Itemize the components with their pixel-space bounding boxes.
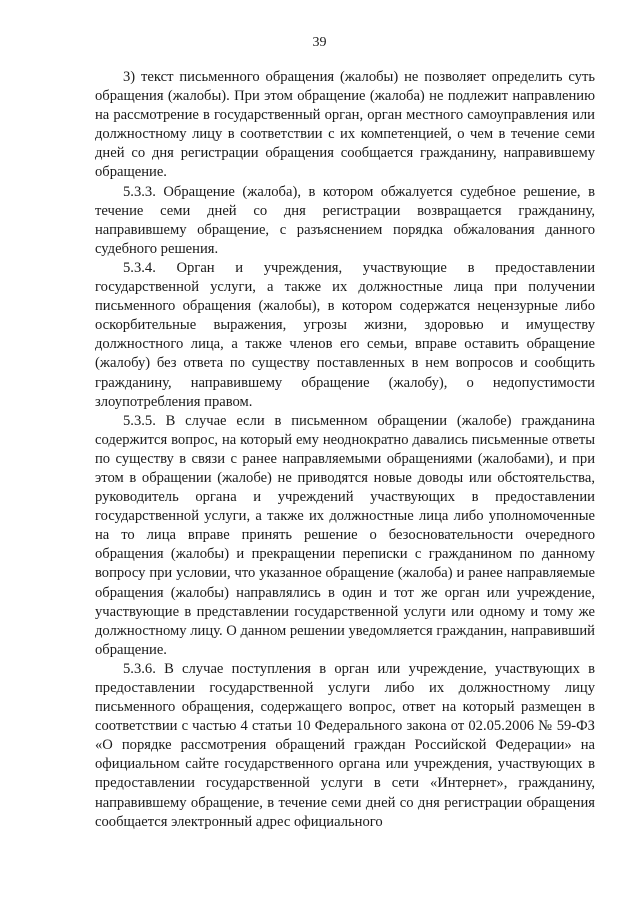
paragraph-5-3-6: 5.3.6. В случае поступления в орган или учреждение, участвующих в предоставлении государственной услуги либо их должностному лицу письменного обращения, содержащего вопрос, ответ на который размещен в соответствии с частью 4 статьи 10 Федерального закона от 02.05.2006 № 59-ФЗ «О порядке рассмотрения обращений граждан Российской Федерации» на официальном сайте государственного органа или учреждения, участвующих в предоставлении государственной услуги в сети «Интернет», гражданину, направившему обращение, в течение семи дней со дня регистрации обращения сообщается электронный адрес официального (95, 660, 595, 830)
paragraph-item-3: 3) текст письменного обращения (жалобы) не позволяет определить суть обращения (жалобы). При этом обращение (жалоба) не подлежит направлению на рассмотрение в государственный орган, орган местного самоуправления или должностному лицу в соответствии с их компетенцией, о чем в течение семи дней со дня регистрации обращения сообщается гражданину, направившему обращение. (95, 69, 595, 181)
document-body (95, 68, 595, 832)
paragraph-5-3-4: 5.3.4. Орган и учреждения, участвующие в предоставлении государственной услуги, а также их должностные лица при получении письменного обращения (жалобы), в котором содержатся нецензурные либо оскорбительные выражения, угрозы жизни, здоровью и имуществу должностного лица, а также членов его семьи, вправе оставить обращение (жалобу) без ответа по существу поставленных в нем вопросов и сообщить гражданину, направившему обращение (жалобу), о недопустимости злоупотребления правом. (95, 259, 595, 410)
page-number: 39 (312, 35, 327, 50)
paragraph-5-3-5: 5.3.5. В случае если в письменном обращении (жалобе) гражданина содержится вопрос, на который ему неоднократно давались письменные ответы по существу в связи с ранее направляемыми обращениями (жалобами), и при этом в обращении (жалобе) не приводятся новые доводы или обстоятельства, руководитель органа и учреждений участвующих в предоставлении государственной услуги, а также их должностные лица либо уполномоченные на то лица вправе принять решение о безосновательности очередного обращения (жалобы) и прекращении переписки с гражданином по данному вопросу при условии, что указанное обращение (жалоба) и ранее направляемые обращения (жалобы) направлялись в один и тот же орган или учреждение, участвующие в представлении государственной услуги или одному и тому же должностному лицу. О данном решении уведомляется гражданин, направивший обращение. (95, 412, 595, 658)
paragraph-5-3-3: 5.3.3. Обращение (жалоба), в котором обжалуется судебное решение, в течение семи дней со дня регистрации возвращается гражданину, направившему обращение, с разъяснением порядка обжалования данного судебного решения. (95, 183, 595, 257)
